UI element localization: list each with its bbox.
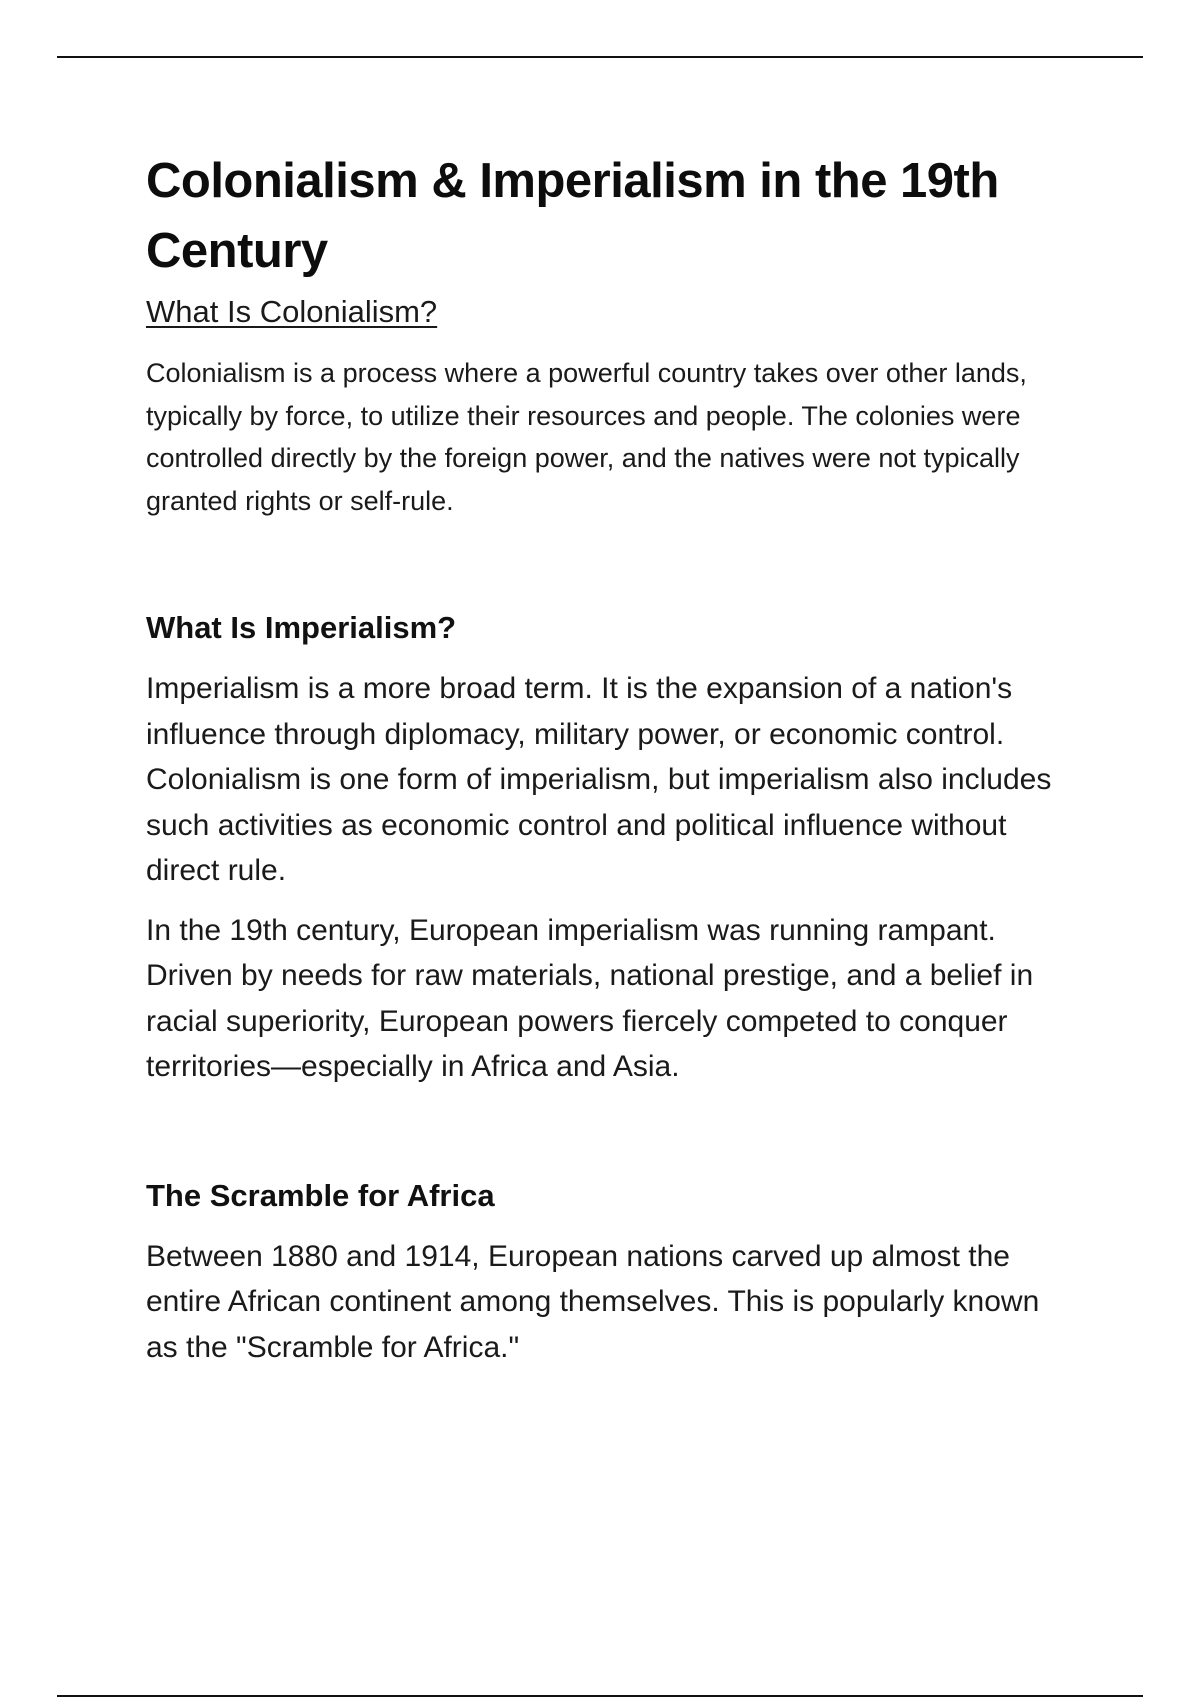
imperialism-paragraph-2: In the 19th century, European imperialism was running rampant. Driven by needs for raw materials, national prestige, and a belief in racial superiority, European powers fiercely competed to conquer territories—especially in Africa and Asia. [146, 913, 1034, 1083]
subtitle-what-is-colonialism: What Is Colonialism? [146, 294, 438, 329]
top-divider [57, 56, 1143, 58]
section-heading-scramble-for-africa: The Scramble for Africa [146, 1177, 495, 1213]
colonialism-paragraph: Colonialism is a process where a powerful country takes over other lands, typically by force, to utilize their resources and people. The colonies were controlled directly by the foreign power, and the natives were not typically granted rights or self-rule. [146, 358, 1027, 516]
scramble-paragraph: Between 1880 and 1914, European nations carved up almost the entire African continent among themselves. This is popularly known as the "Scramble for Africa." [146, 1239, 1040, 1364]
document-body [146, 146, 1066, 1370]
page-title: Colonialism & Imperialism in the 19th Century [146, 154, 999, 278]
imperialism-paragraph-1: Imperialism is a more broad term. It is the expansion of a nation's influence through diplomacy, military power, or economic control. Colonialism is one form of imperialism, but imperialism also includes such activities as economic control and political influence without direct rule. [146, 672, 1052, 887]
bottom-divider [57, 1695, 1143, 1697]
section-heading-imperialism: What Is Imperialism? [146, 610, 457, 645]
